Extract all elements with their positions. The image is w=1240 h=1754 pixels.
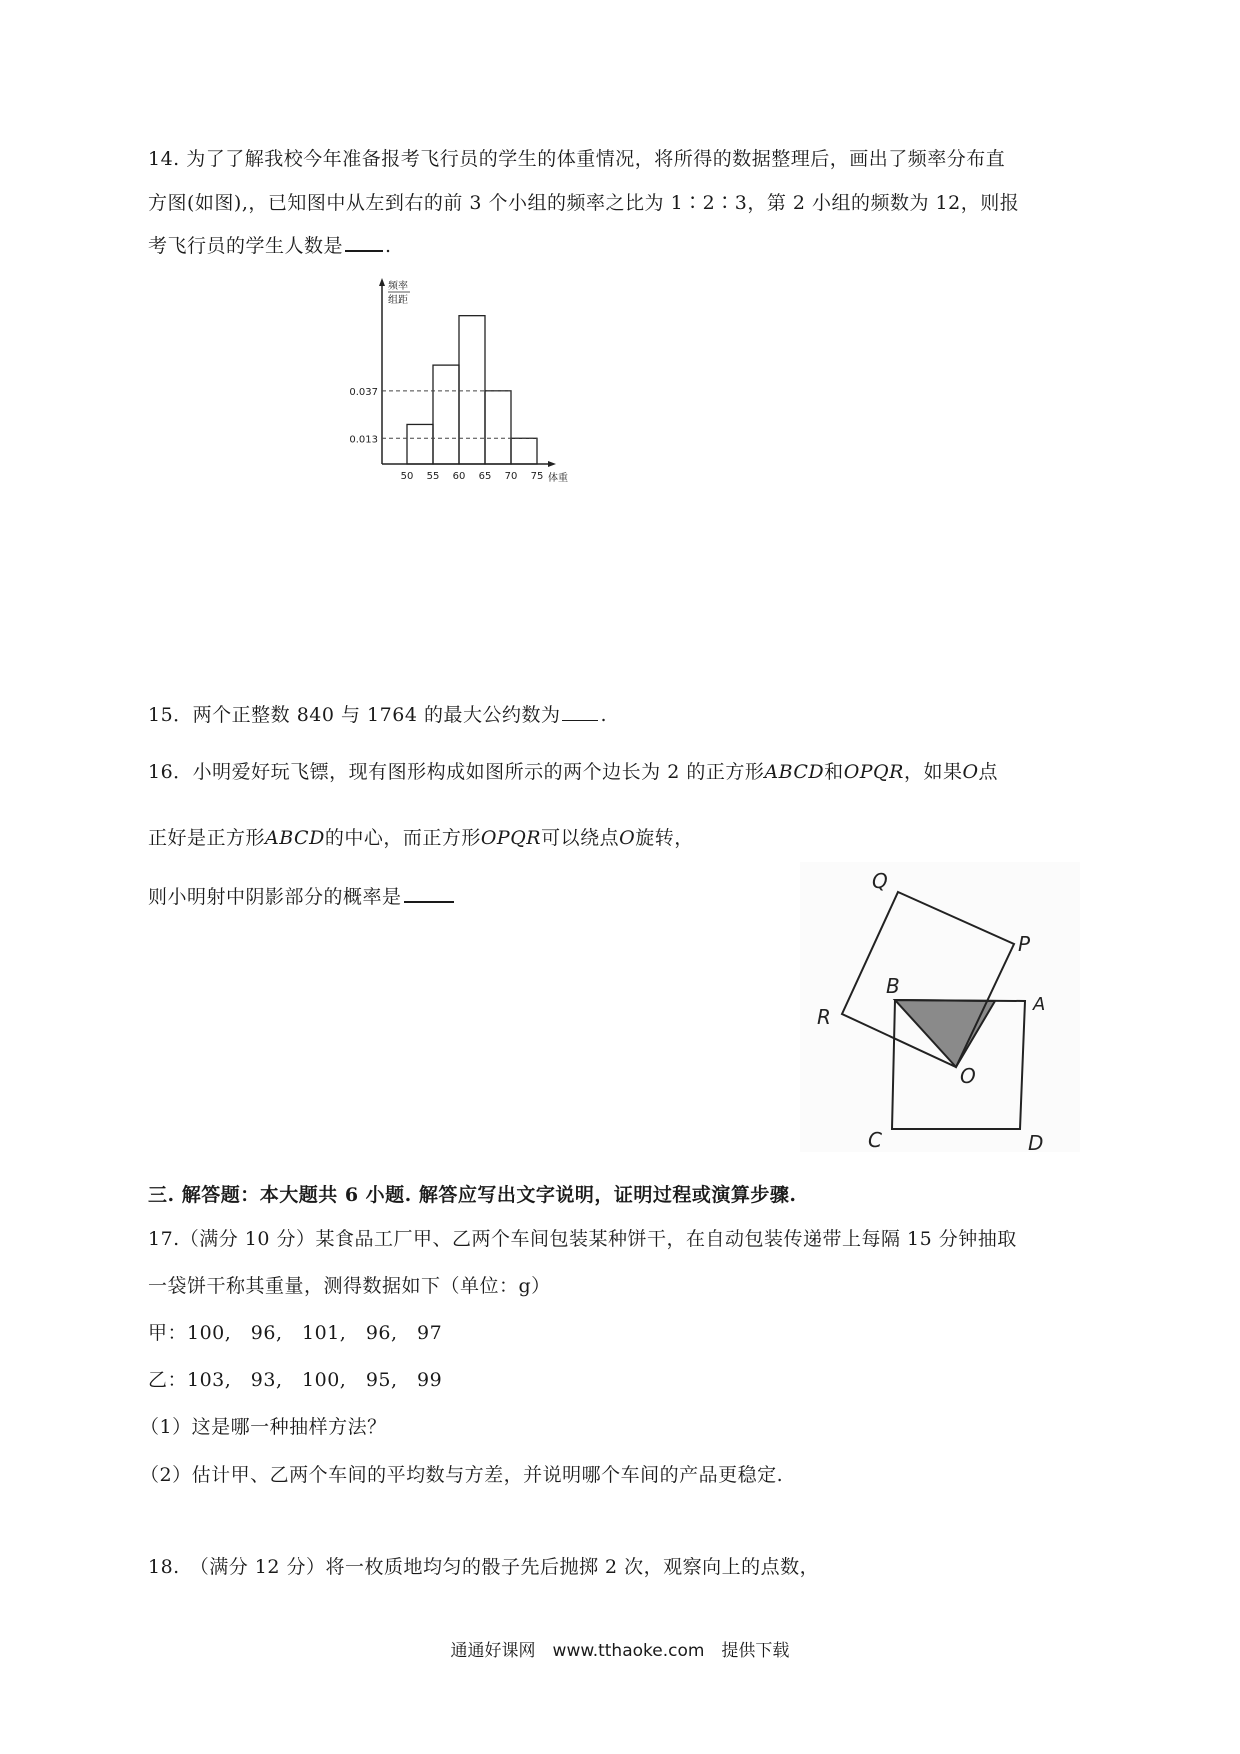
- section-3-heading: 三. 解答题：本大题共 6 小题. 解答应写出文字说明，证明过程或演算步骤.: [148, 1184, 797, 1206]
- label-r: R: [817, 1005, 831, 1029]
- q17-line-2: 一袋饼干称其重量，测得数据如下（单位：g）: [148, 1275, 551, 1297]
- q14-line-3: 考飞行员的学生人数是 .: [148, 235, 392, 257]
- q17-sub-2: （2）估计甲、乙两个车间的平均数与方差，并说明哪个车间的产品更稳定.: [140, 1464, 784, 1486]
- y-axis-label-bottom: 组距: [388, 295, 408, 306]
- x-tick-label: 65: [478, 471, 492, 482]
- q14-line-2: 方图(如图),，已知图中从左到右的前 3 个小组的频率之比为 1∶2∶3，第 2 小组的频数为 12，则报: [148, 192, 1020, 214]
- label-c: C: [868, 1128, 882, 1152]
- x-tick-label: 60: [452, 471, 466, 482]
- x-axis-label: 体重: [548, 473, 568, 484]
- y-tick-label: 0.013: [349, 434, 378, 446]
- histogram-bar: [485, 391, 511, 464]
- label-d: D: [1028, 1131, 1044, 1152]
- q16-line-3: 则小明射中阴影部分的概率是: [148, 882, 456, 909]
- squares-figure: [800, 862, 1080, 1152]
- x-tick-label: 75: [530, 471, 544, 482]
- q17-line-1: 17.（满分 10 分）某食品工厂甲、乙两个车间包装某种饼干，在自动包装传递带上每隔 15 分钟抽取: [148, 1228, 1017, 1250]
- label-a: A: [1033, 994, 1046, 1015]
- y-axis-arrow: [379, 278, 385, 286]
- histogram-bar: [459, 316, 485, 464]
- frequency-histogram: [330, 272, 590, 492]
- y-axis-label-top: 频率: [388, 281, 408, 292]
- answer-blank: [345, 249, 383, 252]
- histogram-bar: [407, 424, 433, 464]
- histogram-bar: [433, 365, 459, 464]
- page-footer: 通通好课网 www.tthaoke.com 提供下载: [450, 1641, 790, 1661]
- label-p: P: [1018, 932, 1031, 956]
- q18-line-1: 18. （满分 12 分）将一枚质地均匀的骰子先后抛掷 2 次，观察向上的点数，: [148, 1556, 820, 1578]
- q17-data-jia: 甲：100, 96, 101, 96, 97: [148, 1322, 443, 1344]
- q16-line-2: 正好是正方形ABCD的中心，而正方形OPQR可以绕点O旋转，: [148, 827, 694, 849]
- label-q: Q: [872, 869, 888, 893]
- answer-blank: [562, 719, 598, 721]
- x-tick-label: 70: [504, 471, 518, 482]
- q17-data-yi: 乙：103, 93, 100, 95, 99: [148, 1369, 443, 1391]
- q16-line-1: 16．小明爱好玩飞镖，现有图形构成如图所示的两个边长为 2 的正方形ABCD和OPQR，如果O点: [148, 761, 999, 783]
- q15-line: 15．两个正整数 840 与 1764 的最大公约数为 .: [148, 704, 608, 726]
- label-b: B: [886, 974, 900, 998]
- y-tick-label: 0.037: [349, 386, 378, 398]
- x-tick-label: 55: [426, 471, 440, 482]
- x-axis-arrow: [548, 461, 556, 467]
- q14-line-1: 14. 为了了解我校今年准备报考飞行员的学生的体重情况，将所得的数据整理后，画出了频率分布直: [148, 148, 1006, 170]
- q17-sub-1: （1）这是哪一种抽样方法？: [140, 1416, 387, 1438]
- x-tick-label: 50: [400, 471, 414, 482]
- histogram-bar: [511, 438, 537, 464]
- label-o: O: [960, 1064, 976, 1088]
- answer-blank: [404, 900, 454, 903]
